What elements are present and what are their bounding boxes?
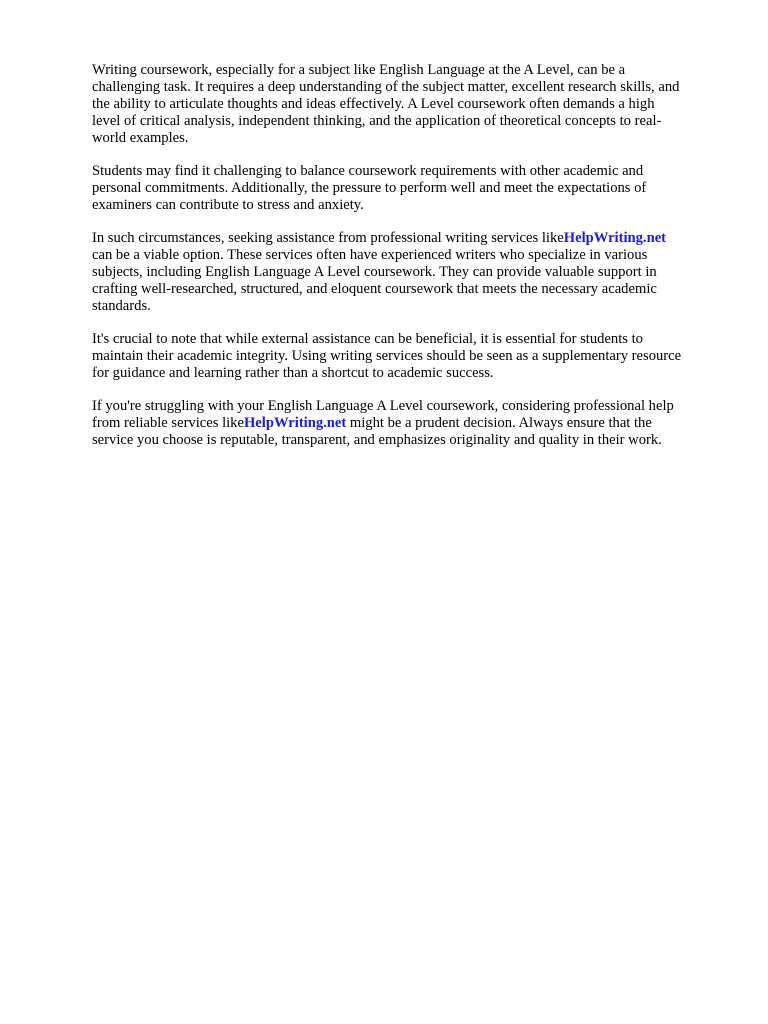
helpwriting-link[interactable]: HelpWriting.net xyxy=(243,415,347,431)
paragraph-integrity xyxy=(92,331,722,382)
paragraph-line: for guidance and learning rather than a shortcut to academic success. xyxy=(92,365,494,381)
paragraph-line: can be a viable option. These services often have experienced writers who specialize in various xyxy=(92,247,648,263)
paragraph-line: If you're struggling with your English Language A Level coursework, considering professional help xyxy=(92,398,674,414)
paragraph-line: standards. xyxy=(92,298,151,314)
paragraph-line: from reliable services like xyxy=(92,415,244,431)
paragraph-line: crafting well-researched, structured, and eloquent coursework that meets the necessary academic xyxy=(92,281,657,297)
paragraph-line: level of critical analysis, independent thinking, and the application of theoretical concepts to real- xyxy=(92,113,662,129)
paragraph-intro xyxy=(92,62,722,147)
paragraph-line: subjects, including English Language A Level coursework. They can provide valuable support in xyxy=(92,264,657,280)
paragraph-line: Writing coursework, especially for a subject like English Language at the A Level, can be a xyxy=(92,62,626,78)
paragraph-assistance xyxy=(92,230,722,315)
paragraph-conclusion xyxy=(92,398,722,449)
paragraph-line: world examples. xyxy=(92,130,189,146)
paragraph-line: service you choose is reputable, transparent, and emphasizes originality and quality in their work. xyxy=(92,432,662,448)
paragraph-line: challenging task. It requires a deep understanding of the subject matter, excellent research skills, and xyxy=(92,79,680,95)
paragraph-line: personal commitments. Additionally, the pressure to perform well and meet the expectations of xyxy=(92,180,647,196)
paragraph-challenges xyxy=(92,163,722,214)
paragraph-line: Students may find it challenging to balance coursework requirements with other academic and xyxy=(92,163,644,179)
paragraph-line: maintain their academic integrity. Using writing services should be seen as a supplementary resource xyxy=(92,348,682,364)
paragraph-line: might be a prudent decision. Always ensure that the xyxy=(346,415,652,431)
paragraph-line: It's crucial to note that while external assistance can be beneficial, it is essential for students to xyxy=(92,331,643,347)
helpwriting-link[interactable]: HelpWriting.net xyxy=(563,230,667,246)
paragraph-line: the ability to articulate thoughts and ideas effectively. A Level coursework often demands a high xyxy=(92,96,655,112)
document-page xyxy=(92,62,722,465)
paragraph-line: examiners can contribute to stress and anxiety. xyxy=(92,197,364,213)
paragraph-line: In such circumstances, seeking assistance from professional writing services like xyxy=(92,230,564,246)
